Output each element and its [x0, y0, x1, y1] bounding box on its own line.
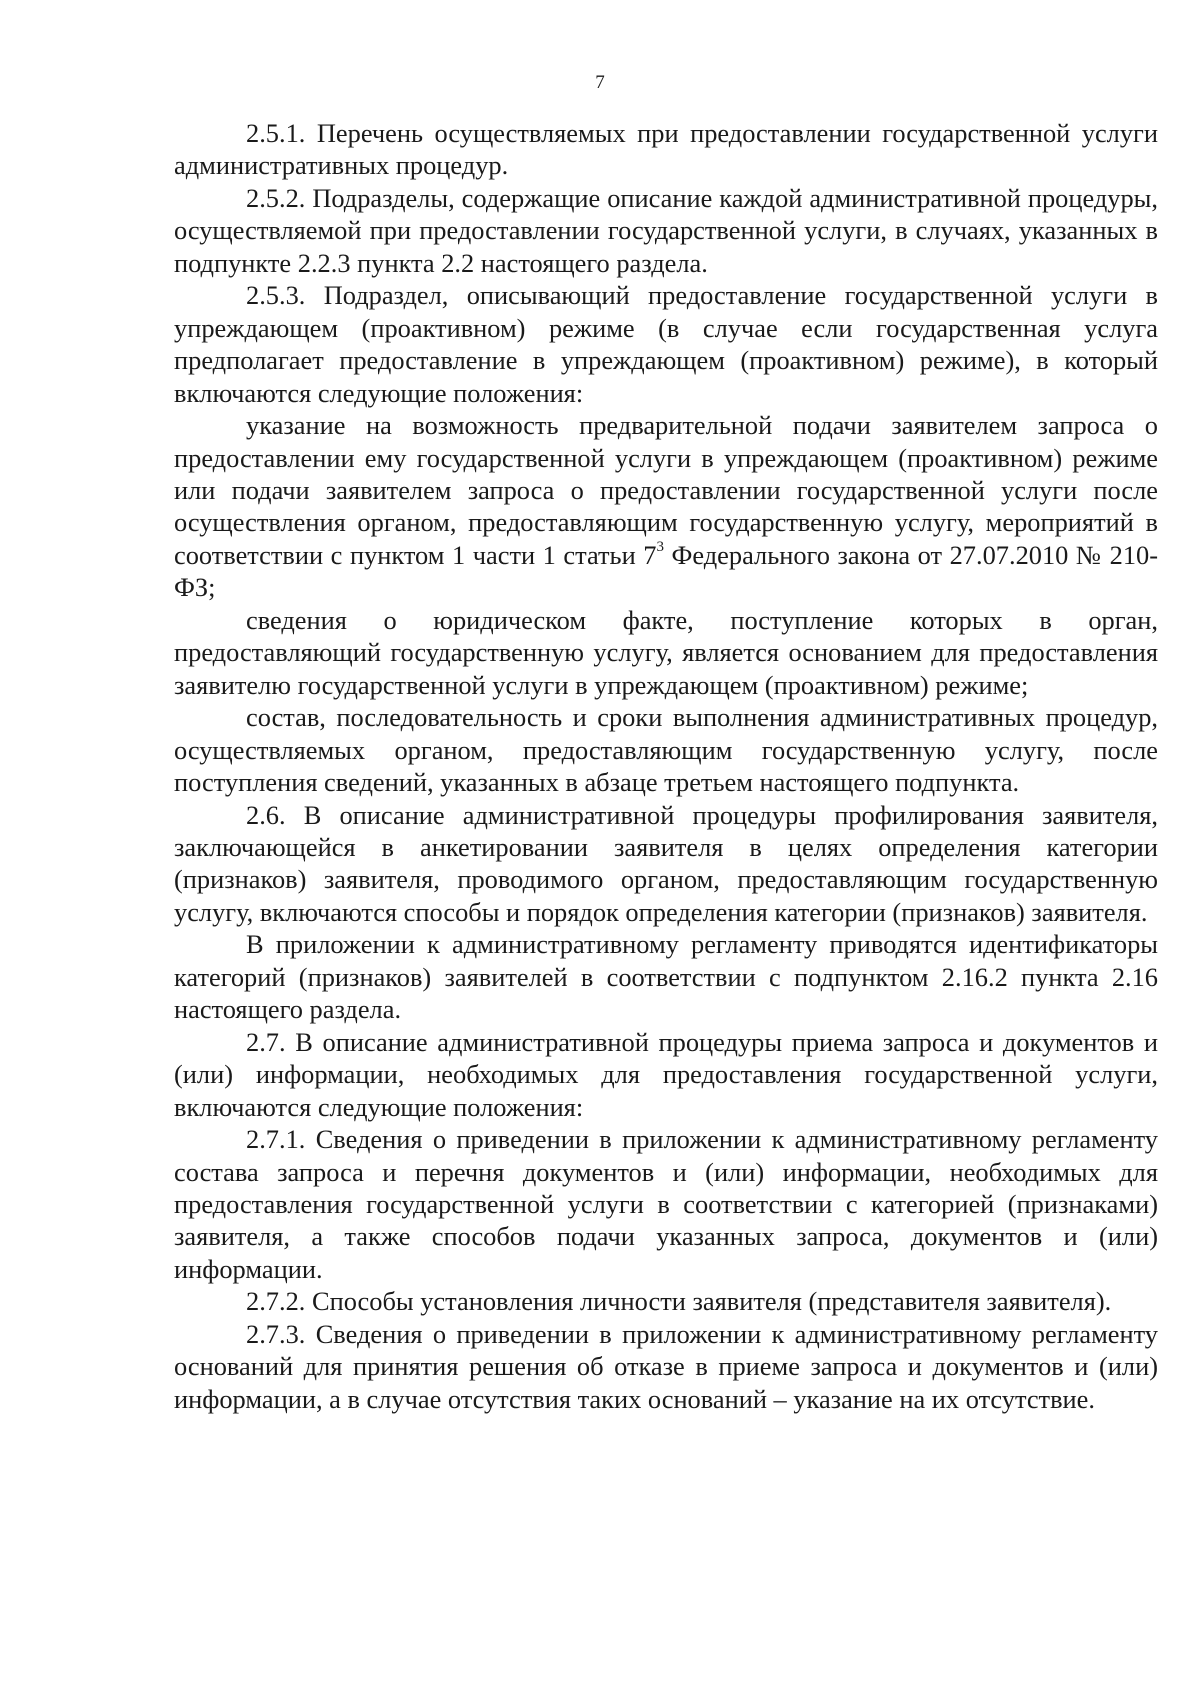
- paragraph-2-7: 2.7. В описание административной процедуры приема запроса и документов и (или) информации, необходимых для предоставления государственной услуги, включаются следующие положения:: [174, 1026, 1158, 1122]
- paragraph-procedure-composition: состав, последовательность и сроки выполнения административных процедур, осуществляемых органом, предоставляющим государственную услугу, после поступления сведений, указанных в абзаце третьем настоящего подпункта.: [174, 702, 1158, 798]
- paragraph-text: Федерального закона от 27.07.2010 № 210-ФЗ;: [174, 539, 1158, 603]
- document-body: [174, 117, 1158, 1415]
- paragraph-2-5-3: 2.5.3. Подраздел, описывающий предоставление государственной услуги в упреждающем (проактивном) режиме (в случае если государственная услуга предполагает предоставление в упреждающем (проактивном) режиме), в который включаются следующие положения:: [174, 280, 1158, 408]
- paragraph-appendix-identifiers: В приложении к административному регламенту приводятся идентификаторы категорий (признаков) заявителей в соответствии с подпунктом 2.16.2 пункта 2.16 настоящего раздела.: [174, 929, 1158, 1025]
- paragraph-2-5-1: 2.5.1. Перечень осуществляемых при предоставлении государственной услуги административных процедур.: [174, 118, 1158, 181]
- paragraph-2-5-2: 2.5.2. Подразделы, содержащие описание каждой административной процедуры, осуществляемой при предоставлении государственной услуги, в случаях, указанных в подпункте 2.2.3 пункта 2.2 настоящего раздела.: [174, 182, 1158, 278]
- paragraph-2-7-3: 2.7.3. Сведения о приведении в приложении к административному регламенту оснований для принятия решения об отказе в приеме запроса и документов и (или) информации, а в случае отсутствия таких оснований – указание на их отсутствие.: [174, 1318, 1158, 1414]
- paragraph-text: указание на возможность предварительной подачи заявителем запроса о предоставлении ему государственной услуги в упреждающем (проактивном) режиме или подачи заявителем запроса о предоставлении государственной услуги после осуществления органом, предоставляющим государственную услугу, мероприятий в соответствии с пунктом 1 части 1 статьи 7: [174, 410, 1158, 570]
- paragraph-2-7-2: 2.7.2. Способы установления личности заявителя (представителя заявителя).: [246, 1286, 1112, 1317]
- paragraph-proactive-request: [174, 409, 1158, 604]
- paragraph-2-6: 2.6. В описание административной процедуры профилирования заявителя, заключающейся в анкетировании заявителя в целях определения категории (признаков) заявителя, проводимого органом, предоставляющим государственную услугу, включаются способы и порядок определения категории (признаков) заявителя.: [174, 799, 1158, 927]
- superscript: 3: [656, 538, 664, 555]
- paragraph-legal-fact: сведения о юридическом факте, поступление которых в орган, предоставляющий государственную услугу, является основанием для предоставления заявителю государственной услуги в упреждающем (проактивном) режиме;: [174, 604, 1158, 700]
- page-number: 7: [595, 72, 605, 93]
- paragraph-2-7-1: 2.7.1. Сведения о приведении в приложении к административному регламенту состава запроса и перечня документов и (или) информации, необходимых для предоставления государственной услуги в соответствии с категорией (признаками) заявителя, а также способов подачи указанных запроса, документов и (или) информации.: [174, 1124, 1158, 1284]
